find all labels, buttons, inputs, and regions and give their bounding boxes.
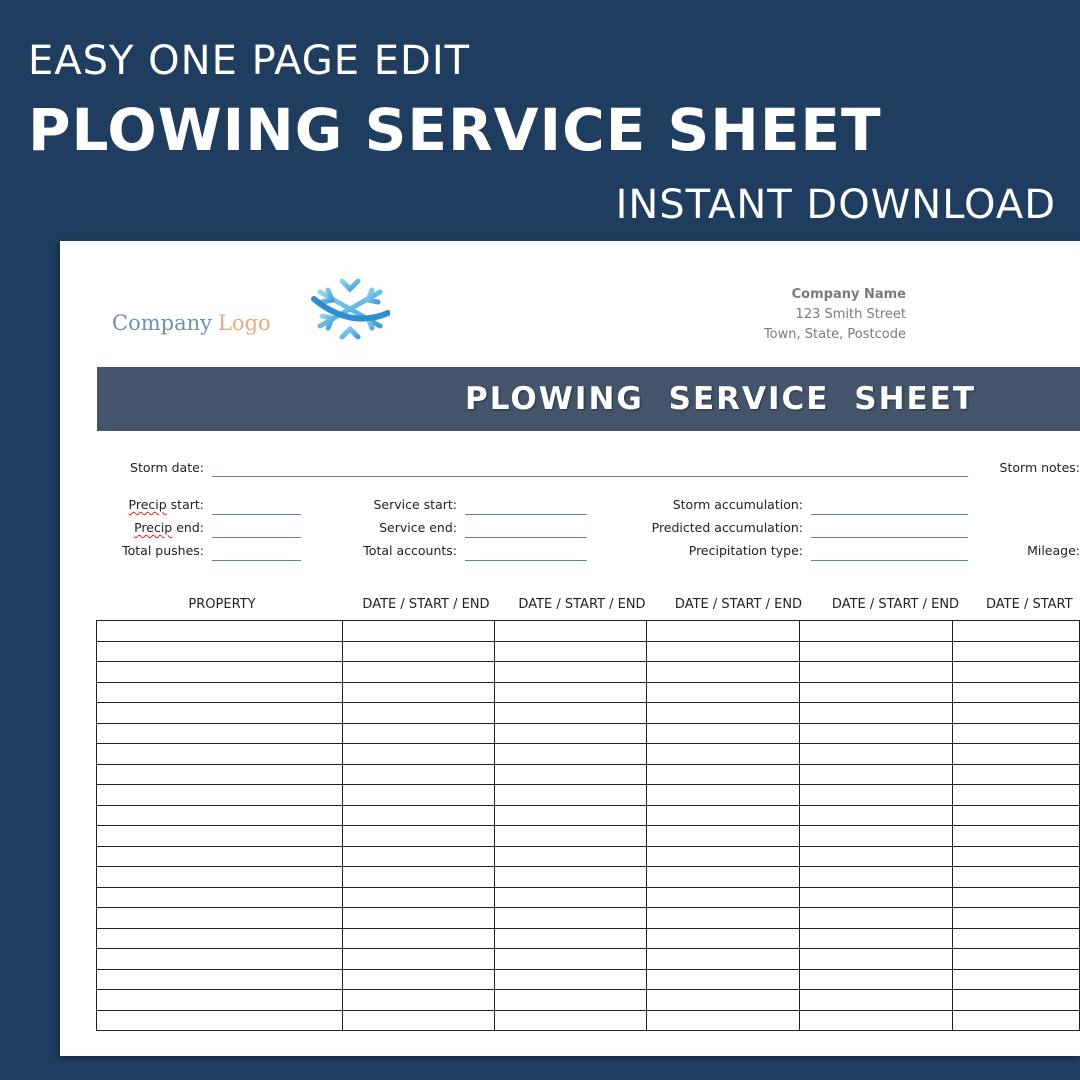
- col-header-date-1: DATE / START / END: [362, 597, 490, 612]
- precipitation-type-field[interactable]: [811, 560, 968, 561]
- table-cell[interactable]: [494, 887, 646, 908]
- table-cell[interactable]: [953, 846, 1080, 867]
- table-row: [97, 641, 1080, 662]
- table-cell[interactable]: [494, 990, 646, 1011]
- table-cell[interactable]: [97, 949, 343, 970]
- precipitation-type-label: Precipitation type:: [688, 543, 803, 558]
- service-end-label: Service end:: [379, 520, 457, 535]
- table-cell[interactable]: [953, 703, 1080, 724]
- table-cell[interactable]: [97, 764, 343, 785]
- table-cell[interactable]: [342, 805, 494, 826]
- table-cell[interactable]: [646, 826, 799, 847]
- table-cell[interactable]: [494, 703, 646, 724]
- table-cell[interactable]: [97, 723, 343, 744]
- table-cell[interactable]: [953, 682, 1080, 703]
- table-cell[interactable]: [953, 662, 1080, 683]
- table-cell[interactable]: [800, 723, 953, 744]
- table-row: [97, 826, 1080, 847]
- total-pushes-label: Total pushes:: [122, 543, 204, 558]
- table-cell[interactable]: [494, 641, 646, 662]
- table-cell[interactable]: [342, 785, 494, 806]
- table-cell[interactable]: [494, 867, 646, 888]
- logo-word-logo: Logo: [217, 311, 271, 335]
- company-logo-text: [112, 311, 271, 335]
- table-cell[interactable]: [494, 682, 646, 703]
- table-cell[interactable]: [342, 744, 494, 765]
- table-cell[interactable]: [97, 887, 343, 908]
- table-cell[interactable]: [953, 621, 1080, 642]
- logo-word-company: Company: [112, 311, 212, 335]
- table-cell[interactable]: [646, 662, 799, 683]
- table-cell[interactable]: [494, 744, 646, 765]
- service-start-label: Service start:: [373, 497, 457, 512]
- table-cell[interactable]: [494, 723, 646, 744]
- table-cell[interactable]: [342, 662, 494, 683]
- table-row: [97, 805, 1080, 826]
- table-cell[interactable]: [953, 805, 1080, 826]
- total-accounts-label: Total accounts:: [363, 543, 457, 558]
- sheet-title: PLOWING SERVICE SHEET: [465, 381, 977, 417]
- table-cell[interactable]: [800, 928, 953, 949]
- table-cell[interactable]: [800, 621, 953, 642]
- table-cell[interactable]: [646, 723, 799, 744]
- tagline-top: EASY ONE PAGE EDIT: [28, 38, 471, 84]
- table-cell[interactable]: [800, 990, 953, 1011]
- service-end-field[interactable]: [465, 537, 587, 538]
- table-cell[interactable]: [342, 846, 494, 867]
- table-row: [97, 723, 1080, 744]
- table-cell[interactable]: [646, 990, 799, 1011]
- service-table: [96, 620, 1080, 1031]
- table-cell[interactable]: [342, 887, 494, 908]
- table-cell[interactable]: [97, 662, 343, 683]
- table-row: [97, 928, 1080, 949]
- precip-start-label: [100, 497, 204, 512]
- table-cell[interactable]: [800, 969, 953, 990]
- precip-start-text: start:: [170, 497, 204, 512]
- table-cell[interactable]: [494, 908, 646, 929]
- table-cell[interactable]: [646, 764, 799, 785]
- table-cell[interactable]: [342, 682, 494, 703]
- table-cell[interactable]: [342, 621, 494, 642]
- company-address: [764, 285, 906, 345]
- table-row: [97, 764, 1080, 785]
- table-cell[interactable]: [646, 949, 799, 970]
- table-cell[interactable]: [953, 908, 1080, 929]
- total-accounts-field[interactable]: [465, 560, 587, 561]
- company-town: Town, State, Postcode: [763, 327, 906, 342]
- table-cell[interactable]: [494, 969, 646, 990]
- col-header-date-3: DATE / START / END: [674, 597, 803, 612]
- table-cell[interactable]: [342, 969, 494, 990]
- precip-word-2: Precip: [134, 520, 173, 535]
- service-start-field[interactable]: [465, 514, 587, 515]
- table-cell[interactable]: [800, 867, 953, 888]
- table-cell[interactable]: [342, 764, 494, 785]
- table-cell[interactable]: [646, 785, 799, 806]
- table-cell[interactable]: [953, 785, 1080, 806]
- table-cell[interactable]: [342, 826, 494, 847]
- table-cell[interactable]: [494, 928, 646, 949]
- precip-start-field[interactable]: [212, 514, 301, 515]
- table-cell[interactable]: [800, 641, 953, 662]
- table-cell[interactable]: [646, 1010, 799, 1031]
- table-cell[interactable]: [646, 867, 799, 888]
- storm-date-label: Storm date:: [130, 460, 204, 475]
- company-street: 123 Smith Street: [795, 307, 906, 322]
- table-cell[interactable]: [800, 949, 953, 970]
- table-cell[interactable]: [97, 990, 343, 1011]
- table-cell[interactable]: [494, 805, 646, 826]
- table-cell[interactable]: [953, 990, 1080, 1011]
- table-cell[interactable]: [800, 682, 953, 703]
- table-cell[interactable]: [800, 662, 953, 683]
- precip-end-label: [100, 520, 204, 535]
- table-cell[interactable]: [342, 908, 494, 929]
- table-cell[interactable]: [494, 1010, 646, 1031]
- table-row: [97, 682, 1080, 703]
- table-cell[interactable]: [97, 908, 343, 929]
- col-header-date-4: DATE / START / END: [831, 597, 960, 612]
- table-cell[interactable]: [646, 641, 799, 662]
- col-header-date-2: DATE / START / END: [518, 597, 646, 612]
- service-sheet-preview: [60, 241, 1080, 1056]
- table-cell[interactable]: [342, 1010, 494, 1031]
- total-pushes-field[interactable]: [212, 560, 301, 561]
- table-cell[interactable]: [97, 621, 343, 642]
- table-row: [97, 744, 1080, 765]
- table-cell[interactable]: [953, 723, 1080, 744]
- table-cell[interactable]: [953, 867, 1080, 888]
- table-cell[interactable]: [646, 682, 799, 703]
- service-table-body: [97, 621, 1080, 1031]
- table-cell[interactable]: [494, 785, 646, 806]
- table-cell[interactable]: [646, 703, 799, 724]
- table-cell[interactable]: [97, 826, 343, 847]
- table-cell[interactable]: [953, 1010, 1080, 1031]
- company-name: Company Name: [791, 287, 906, 302]
- table-row: [97, 887, 1080, 908]
- table-cell[interactable]: [800, 908, 953, 929]
- precip-end-field[interactable]: [212, 537, 301, 538]
- table-cell[interactable]: [97, 928, 343, 949]
- table-cell[interactable]: [646, 908, 799, 929]
- table-cell[interactable]: [494, 826, 646, 847]
- storm-accumulation-field[interactable]: [811, 514, 968, 515]
- table-row: [97, 949, 1080, 970]
- table-row: [97, 969, 1080, 990]
- snowflake-icon: [310, 269, 390, 349]
- table-cell[interactable]: [342, 928, 494, 949]
- precip-end-text: end:: [176, 520, 204, 535]
- banner-title: PLOWING SERVICE SHEET: [28, 96, 882, 164]
- sheet-title-bar: [97, 367, 1080, 431]
- table-cell[interactable]: [97, 969, 343, 990]
- table-row: [97, 703, 1080, 724]
- table-row: [97, 662, 1080, 683]
- table-cell[interactable]: [646, 805, 799, 826]
- table-cell[interactable]: [97, 1010, 343, 1031]
- table-cell[interactable]: [342, 641, 494, 662]
- table-cell[interactable]: [342, 703, 494, 724]
- table-cell[interactable]: [97, 744, 343, 765]
- table-cell[interactable]: [342, 990, 494, 1011]
- table-cell[interactable]: [494, 621, 646, 642]
- storm-date-field[interactable]: [212, 476, 968, 477]
- predicted-accumulation-field[interactable]: [811, 537, 968, 538]
- table-cell[interactable]: [953, 641, 1080, 662]
- table-cell[interactable]: [97, 805, 343, 826]
- table-row: [97, 990, 1080, 1011]
- table-cell[interactable]: [800, 846, 953, 867]
- storm-notes-label: Storm notes:: [999, 460, 1080, 475]
- table-cell[interactable]: [953, 928, 1080, 949]
- table-cell[interactable]: [342, 867, 494, 888]
- table-cell[interactable]: [97, 846, 343, 867]
- table-cell[interactable]: [646, 887, 799, 908]
- table-row: [97, 846, 1080, 867]
- table-cell[interactable]: [494, 846, 646, 867]
- predicted-accumulation-label: Predicted accumulation:: [651, 520, 803, 535]
- tagline-bottom: INSTANT DOWNLOAD: [615, 182, 1056, 228]
- table-row: [97, 867, 1080, 888]
- table-cell[interactable]: [800, 887, 953, 908]
- table-row: [97, 621, 1080, 642]
- table-cell[interactable]: [800, 826, 953, 847]
- mileage-label: Mileage:: [1027, 543, 1080, 558]
- table-cell[interactable]: [953, 887, 1080, 908]
- table-cell[interactable]: [646, 846, 799, 867]
- table-cell[interactable]: [646, 621, 799, 642]
- table-cell[interactable]: [494, 662, 646, 683]
- table-row: [97, 785, 1080, 806]
- table-row: [97, 1010, 1080, 1031]
- table-cell[interactable]: [97, 682, 343, 703]
- table-cell[interactable]: [97, 703, 343, 724]
- table-cell[interactable]: [97, 867, 343, 888]
- table-cell[interactable]: [646, 928, 799, 949]
- table-cell[interactable]: [800, 1010, 953, 1031]
- storm-accumulation-label: Storm accumulation:: [672, 497, 803, 512]
- table-cell[interactable]: [494, 764, 646, 785]
- table-cell[interactable]: [800, 703, 953, 724]
- table-cell[interactable]: [800, 764, 953, 785]
- table-cell[interactable]: [97, 641, 343, 662]
- table-cell[interactable]: [953, 764, 1080, 785]
- table-cell[interactable]: [800, 805, 953, 826]
- col-header-date-5: DATE / START: [986, 597, 1073, 612]
- banner: [0, 0, 1080, 240]
- table-cell[interactable]: [342, 723, 494, 744]
- table-cell[interactable]: [800, 785, 953, 806]
- table-cell[interactable]: [800, 744, 953, 765]
- table-cell[interactable]: [953, 826, 1080, 847]
- table-cell[interactable]: [953, 744, 1080, 765]
- table-cell[interactable]: [97, 785, 343, 806]
- table-cell[interactable]: [646, 969, 799, 990]
- table-cell[interactable]: [494, 949, 646, 970]
- table-cell[interactable]: [953, 949, 1080, 970]
- table-cell[interactable]: [342, 949, 494, 970]
- table-row: [97, 908, 1080, 929]
- col-header-property: PROPERTY: [188, 597, 256, 612]
- table-cell[interactable]: [646, 744, 799, 765]
- precip-word: Precip: [128, 497, 167, 512]
- table-cell[interactable]: [953, 969, 1080, 990]
